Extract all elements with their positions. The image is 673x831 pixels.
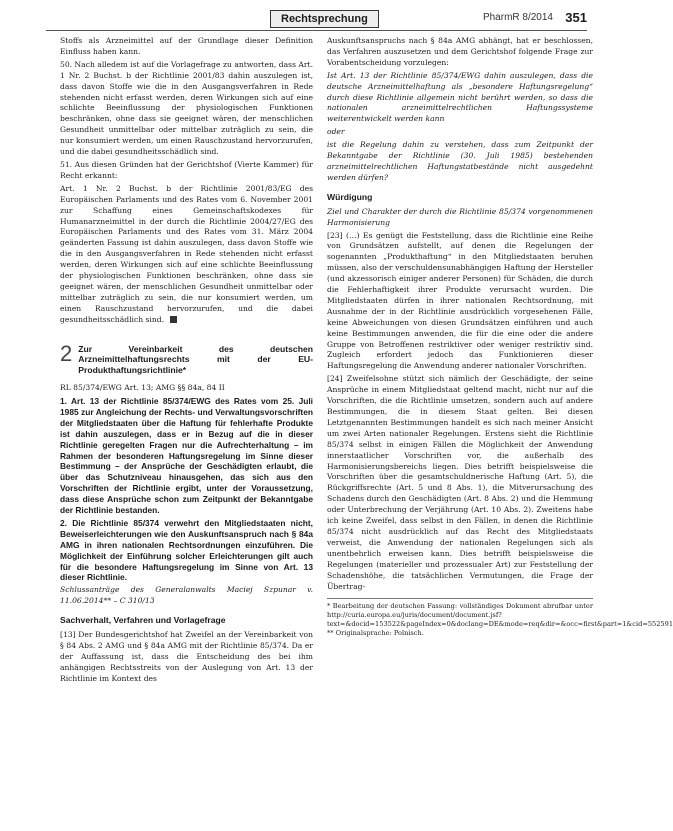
- subheading: Sachverhalt, Verfahren und Vorlagefrage: [60, 615, 226, 626]
- paragraph: [24] Zweifelsohne stützt sich nämlich der Geschädigte, der seine Ansprüche in einem Mitgliedstaat geltend macht, nicht nur auf die Vorschriften, die die Richtlinie umsetzen, sondern auch auf andere Bestimmungen, die in diesem Staat gelten. Bei diesen Letztgenannten Bestimmungen handelt es sich nach meiner Ansicht um zwei Arten nationaler Regelungen. Erstens sieht die Richtlinie 85/374 selbst in einigen Fällen die Möglichkeit der Anwendung innerstaatlicher Vorschriften vor, die außerhalb des Harmonisierungsbereichs liegen. Dies betrifft beispielsweise die Vorschriften über die gesamtschuldnerische Haftung (Art. 5), die Rückgriffsrechte (Art. 5 und 8 Abs. 1), die Mitverursachung des Schadens durch den Geschädigten (Art. 8 Abs. 2) und die Hemmung oder Unterbrechung der Verjährung (Art. 10 Abs. 2). Zweitens habe ich keine Zweifel, dass selbst in den Fällen, in denen die Richtlinie 85/374 nicht ausdrücklich auf das Recht des Mitgliedstaats verweist, die Anwendung der nationalen Regelungen sich als unentbehrlich erweisen kann. Dies betrifft beispielsweise die Regelungen (materieller und prozessualer Art) zur Feststellung der Schadenshöhe, die tatsächlichen Vermutungen, die Frage der Übertrag-: [327, 374, 593, 591]
- legal-reference: RL 85/374/EWG Art. 13; AMG §§ 84a, 84 II: [60, 383, 225, 393]
- footnotes: [327, 598, 673, 638]
- section-heading: [60, 340, 313, 376]
- paragraph: Auskunftsanspruchs nach § 84a AMG abhängt, hat er beschlossen, das Verfahren auszusetzen und dem Gerichtshof folgende Frage zur Vorabentscheidung vorzulegen:: [327, 36, 593, 67]
- section-title: Zur Vereinbarkeit des deutschen Arzneimittelhaftungsrechts mit der EU-Produkthaftungsrichtlinie*: [78, 343, 313, 375]
- right-column: [327, 36, 673, 638]
- paragraph: 51. Aus diesen Gründen hat der Gerichtshof (Vierte Kammer) für Recht erkannt:: [60, 159, 313, 180]
- section-number: 2: [60, 340, 73, 366]
- section-label: Rechtsprechung: [270, 10, 379, 28]
- paragraph: Art. 1 Nr. 2 Buchst. b der Richtlinie 2001/83/EG des Europäischen Parlaments und des Rates vom 6. November 2001 zur Schaffung eines Gemeinschaftskodexes für Humanarzneimittel in der durch die Richtlinie 2004/27/EG des Europäischen Parlaments und des Rates vom 31. März 2004 geänderten Fassung ist dahin auszulegen, dass davon Stoffe wie die in den Ausgangsverfahren in Rede stehenden nicht erfasst werden, deren Wirkungen sich auf eine schlichte Beeinflussung der physiologischen Funktionen beschränken, ohne dass sie geeignet wären, der menschlichen Gesundheit unmittelbar oder mittelbar zuträglich zu sein, die nur konsumiert werden, um einen Rauschzustand hervorzurufen, und die dabei gesundheitsschädlich sind.: [60, 183, 313, 324]
- sub-subheading: Ziel und Charakter der durch die Richtlinie 85/374 vorgenommenen Harmonisierung: [327, 206, 593, 227]
- left-column: [60, 36, 313, 687]
- paragraph: [23] (…) Es genügt die Feststellung, dass die Richtlinie eine Reihe von Grundsätzen aufstellt, auf denen die Regelungen der sogenannten „Produkthaftung“ in den Mitgliedstaaten beruhen müssen, also der verschuldensunabhängigen Haftung der Hersteller (und akzessorisch einiger anderer Personen) für Schäden, die durch die Fehlerhaftigkeit ihrer Produkte verursacht wurden. Die Mitgliedstaaten dürfen in ihrer nationalen Rechtsordnung, mit Ausnahme der in der Richtlinie ausdrücklich vorgesehenen Fälle, keine Abweichungen von diesen Grundsätzen einführen und auch keine Bestimmungen anwenden, die für die eine oder die andere Gruppe von Betroffenen restriktiver oder weniger restriktiv sind. Zugleich erfordert jedoch das Funktionieren dieser Haftungsregelung die Anwendung anderer nationaler Vorschriften.: [327, 230, 593, 371]
- paragraph: 50. Nach alledem ist auf die Vorlagefrage zu antworten, dass Art. 1 Nr. 2 Buchst. b der Richtlinie 2001/83 dahin auszulegen ist, dass davon Stoffe wie die in den Ausgangsverfahren in Rede stehenden nicht erfasst werden, deren Wirkungen sich auf eine schlichte Beeinflussung der physiologischen Funktionen beschränken, ohne dass sie geeignet wären, der menschlichen Gesundheit unmittelbar oder mittelbar zuträglich zu sein, die nur konsumiert werden, um einen Rauschzustand hervorzurufen, und die dabei gesundheitsschädlich sind.: [60, 59, 313, 157]
- paragraph: [13] Der Bundesgerichtshof hat Zweifel an der Vereinbarkeit von § 84 Abs. 2 AMG und § 84a AMG mit der Richtlinie 85/374. Da er der Auffassung ist, dass die Entscheidung des bei ihm anhängigen Rechtsstreits von der Auslegung von Art. 13 der Richtlinie im Kontext des: [60, 630, 313, 683]
- header-rule: [46, 30, 587, 31]
- paragraph: Stoffs als Arzneimittel auf der Grundlage dieser Definition Einfluss haben kann.: [60, 36, 313, 56]
- guiding-principle: 1. Art. 13 der Richtlinie 85/374/EWG des Rates vom 25. Juli 1985 zur Angleichung der Rechts- und Verwaltungsvorschriften der Mitgliedstaaten über die Haftung für fehlerhafte Produkte ist dahin auszulegen, dass er in Bezug auf die in dieser Richtlinie geregelten Fragen nur die Aufrechterhaltung – im Rahmen der besonderen Haftungsregelung im Sinne dieser Bestimmung – der Ansprüche der Geschädigten erlaubt, die über das Schutzniveau hinausgehen, das sich aus den Vorschriften der Richtlinie ergibt, unter der Voraussetzung, dass diese Ansprüche schon zum Zeitpunkt der Bekanntgabe der Richtlinie bestanden.: [60, 395, 313, 516]
- journal-name: PharmR 8/2014: [482, 12, 553, 23]
- footnote: * Bearbeitung der deutschen Fassung: vollständiges Dokument abrufbar unter http://curia.europa.eu/juris/document/document.jsf?text=&docid=153522&pageIndex=0&doclang=DE&mode=req&dir=&occ=first&part=1&cid=552591: [327, 602, 673, 629]
- guiding-principle: 2. Die Richtlinie 85/374 verwehrt den Mitgliedstaaten nicht, Beweiserleichterungen wie den Auskunftsanspruch nach § 84a AMG in ihren nationalen Rechtsordnungen einzuführen. Die Möglichkeit der Einführung solcher Erleichterungen gilt auch für die besondere Haftungsregelung im Sinne von Art. 13 dieser Richtlinie.: [60, 517, 313, 583]
- subheading: Würdigung: [327, 191, 373, 202]
- referred-question: oder: [327, 127, 345, 137]
- referred-question: Ist Art. 13 der Richtlinie 85/374/EWG dahin auszulegen, dass die deutsche Arzneimittelhaftung als „besondere Haftungsregelung“ durch diese Richtlinie allgemein nicht berührt werden, so dass die nationalen arzneimittelrechtlichen Haftungssysteme weiterentwickelt werden kann: [327, 70, 593, 124]
- footnote: ** Originalsprache: Polnisch.: [327, 629, 424, 638]
- referred-question: ist die Regelung dahin zu verstehen, dass zum Zeitpunkt der Bekanntgabe der Richtlinie (30. Juli 1985) bestehenden arzneimittelrechtlichen Haftungstatbestände nicht ausgedehnt werden dürfen?: [327, 140, 593, 182]
- opinion-citation: Schlussanträge des Generalanwalts Maciej Szpunar v. 11.06.2014** – C 310/13: [60, 585, 313, 606]
- end-square-icon: [170, 316, 177, 323]
- page-number: 351: [565, 10, 587, 25]
- page-header: [0, 8, 609, 30]
